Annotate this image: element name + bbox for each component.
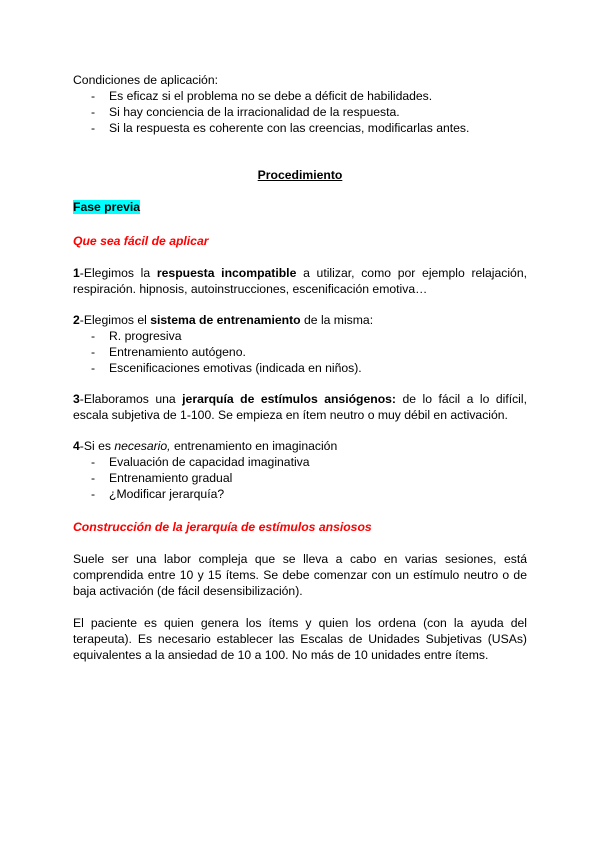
- list-item: - Es eficaz si el problema no se debe a déficit de habilidades.: [73, 88, 527, 104]
- subheading-easy-to-apply: Que sea fácil de aplicar: [73, 234, 209, 248]
- paragraph-line: equivalentes a la ansiedad de 10 a 100. No más de 10 unidades entre ítems.: [73, 648, 489, 662]
- subheading-hierarchy-construction: Construcción de la jerarquía de estímulos ansiosos: [73, 520, 372, 534]
- step-number: 1: [73, 266, 80, 280]
- paragraph-line: terapeuta). Es necesario establecer las Escalas de Unidades Subjetivas (USAs): [73, 632, 527, 646]
- step-3: [73, 391, 527, 423]
- step-4-line-1: [73, 438, 527, 454]
- step-4: [73, 438, 527, 502]
- step-3-line-2: escala subjetiva de 1-100. Se empieza en ítem neutro o muy débil en activación.: [73, 408, 508, 422]
- step-text: a utilizar, como por ejemplo relajación,: [296, 266, 527, 280]
- step-text: de la misma:: [300, 313, 374, 327]
- list-item: - Entrenamiento autógeno.: [73, 344, 527, 360]
- paragraph-line: comprendida entre 10 y 15 ítems. Se debe comenzar con un estímulo neutro o de: [73, 568, 527, 582]
- step-bold-term: sistema de entrenamiento: [150, 313, 301, 327]
- paragraph-2: [73, 615, 527, 663]
- list-item: - R. progresiva: [73, 328, 527, 344]
- phase-block: [73, 199, 527, 215]
- step-number: 4: [73, 439, 80, 453]
- step-text: -Elegimos el: [79, 313, 151, 327]
- procedure-title: Procedimiento: [257, 168, 343, 182]
- list-item: - Entrenamiento gradual: [73, 470, 527, 486]
- step-3-line-1: [73, 391, 527, 407]
- step-1-line-2: respiración. hipnosis, autoinstrucciones, escenificación emotiva…: [73, 282, 428, 296]
- list-item: - Si hay conciencia de la irracionalidad de la respuesta.: [73, 104, 527, 120]
- conditions-list: [73, 88, 527, 136]
- step-2-list: [73, 328, 527, 376]
- list-item: - ¿Modificar jerarquía?: [73, 486, 527, 502]
- step-bold-term: respuesta incompatible: [156, 266, 297, 280]
- step-bold-term: jerarquía de estímulos ansiógenos:: [182, 392, 396, 406]
- procedure-title-block: [73, 167, 527, 183]
- step-2-line-1: [73, 312, 527, 328]
- phase-heading: Fase previa: [73, 200, 141, 214]
- list-item: - Si la respuesta es coherente con las creencias, modificarlas antes.: [73, 120, 527, 136]
- step-text: de lo fácil a lo difícil,: [402, 392, 527, 406]
- paragraph-line: Suele ser una labor compleja que se lleva a cabo en varias sesiones, está: [73, 552, 527, 566]
- subheading-1-block: [73, 233, 527, 249]
- list-item: - Evaluación de capacidad imaginativa: [73, 454, 527, 470]
- conditions-heading: Condiciones de aplicación:: [73, 73, 218, 87]
- step-text: -Elaboramos una: [79, 392, 183, 406]
- step-text: entrenamiento en imaginación: [170, 439, 338, 453]
- step-4-list: [73, 454, 527, 502]
- step-1: [73, 265, 527, 297]
- step-number: 2: [73, 313, 80, 327]
- step-italic-term: necesario,: [114, 439, 171, 453]
- step-text: -Elegimos la: [79, 266, 157, 280]
- paragraph-1: [73, 551, 527, 599]
- conditions-section: [73, 72, 527, 136]
- paragraph-line: baja activación (de fácil desensibilización).: [73, 584, 303, 598]
- list-item: - Escenificaciones emotivas (indicada en niños).: [73, 360, 527, 376]
- subheading-2-block: [73, 519, 527, 535]
- step-text: -Si es: [79, 439, 115, 453]
- step-2: [73, 312, 527, 376]
- paragraph-line: El paciente es quien genera los ítems y quien los ordena (con la ayuda del: [73, 616, 527, 630]
- step-1-line-1: [73, 265, 527, 281]
- step-number: 3: [73, 392, 80, 406]
